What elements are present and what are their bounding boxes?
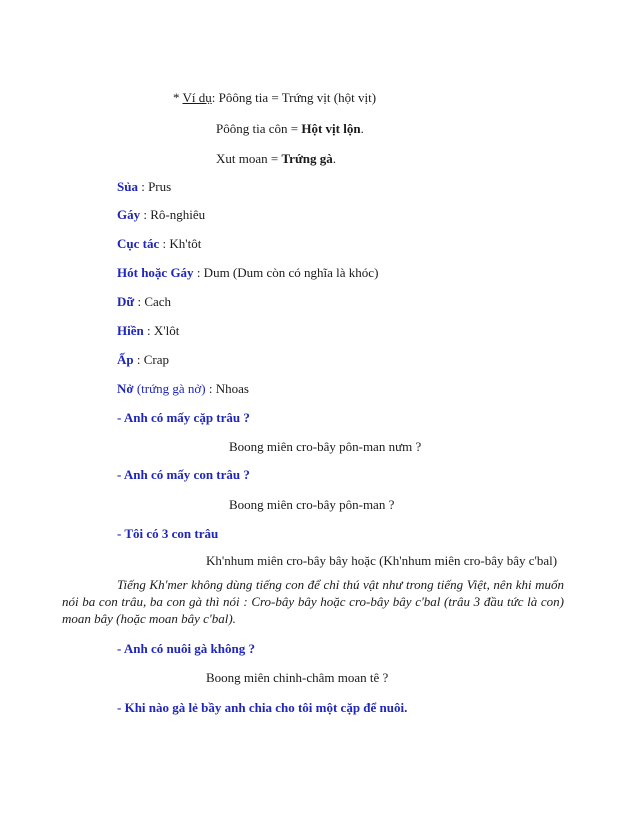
dialog-question: - Khi nào gà lẻ bầy anh chia cho tôi một cặp để nuôi.: [117, 700, 408, 715]
vocab-term: Hót hoặc Gáy: [117, 265, 194, 280]
vocab-term: Cục tác: [117, 236, 160, 251]
vocab-term-note: (trứng gà nở): [133, 381, 206, 396]
vocab-meaning: : Rô-nghiêu: [140, 207, 206, 222]
vocab-term: Hiền: [117, 323, 144, 338]
vocab-item: [117, 207, 205, 223]
vocab-item: [117, 323, 179, 339]
vocab-meaning: : X'lôt: [143, 323, 180, 338]
vocab-item: [117, 381, 249, 397]
bullet-star: *: [173, 90, 183, 105]
vocab-meaning: : Crap: [133, 352, 170, 367]
example-bold: Trứng gà: [281, 151, 333, 166]
example-bold: Hột vịt lộn: [301, 121, 361, 136]
example-line-3: [216, 151, 336, 167]
vocab-term: Ấp: [117, 352, 134, 367]
dialog-answer: Boong miên cro-bây pôn-man nưm ?: [229, 439, 422, 454]
vocab-item: [117, 294, 171, 310]
explanation-paragraph: Tiếng Kh'mer không dùng tiếng con để chỉ thú vật như trong tiếng Việt, nên khi muốn nói ba con trâu, ba con gà thì nói : Cro-bây bây hoặc cro-bây bây c'bal (trâu 3 đầu tức là con) moan bây (hoặc moan bây c'bal).: [62, 577, 564, 626]
dialog-answer: Kh'nhum miên cro-bây bây hoặc (Kh'nhum miên cro-bây bây c'bal): [206, 553, 558, 568]
dialog-question: - Tôi có 3 con trâu: [117, 526, 219, 541]
example-line-2: [216, 121, 364, 137]
example-text: Xut moan =: [216, 151, 282, 166]
vocab-meaning: : Cach: [134, 294, 172, 309]
example-text: : Pôông tia = Trứng vịt (hột vịt): [211, 90, 377, 105]
vocab-meaning: : Dum (Dum còn có nghĩa là khóc): [193, 265, 379, 280]
dialog-question: - Anh có mấy cặp trâu ?: [117, 410, 250, 425]
vocab-item: [117, 236, 201, 252]
dialog-question: - Anh có nuôi gà không ?: [117, 641, 255, 656]
example-label: Ví dụ: [182, 90, 212, 105]
vocab-meaning: : Nhoas: [205, 381, 249, 396]
vocab-item: [117, 352, 169, 368]
vocab-item: [117, 179, 171, 195]
vocab-meaning: : Kh'tôt: [159, 236, 202, 251]
example-line-1: [173, 90, 376, 106]
vocab-term: Nở: [117, 381, 134, 396]
dialog-answer: Boong miên chinh-châm moan tê ?: [206, 670, 389, 685]
dialog-answer: Boong miên cro-bây pôn-man ?: [229, 497, 395, 512]
example-text: .: [332, 151, 336, 166]
vocab-item: [117, 265, 378, 281]
vocab-meaning: : Prus: [137, 179, 172, 194]
vocab-term: Sủa: [117, 179, 138, 194]
vocab-term: Gáy: [117, 207, 141, 222]
example-text: Pôông tia côn =: [216, 121, 302, 136]
dialog-question: - Anh có mấy con trâu ?: [117, 467, 250, 482]
vocab-term: Dữ: [117, 294, 135, 309]
example-text: .: [360, 121, 364, 136]
